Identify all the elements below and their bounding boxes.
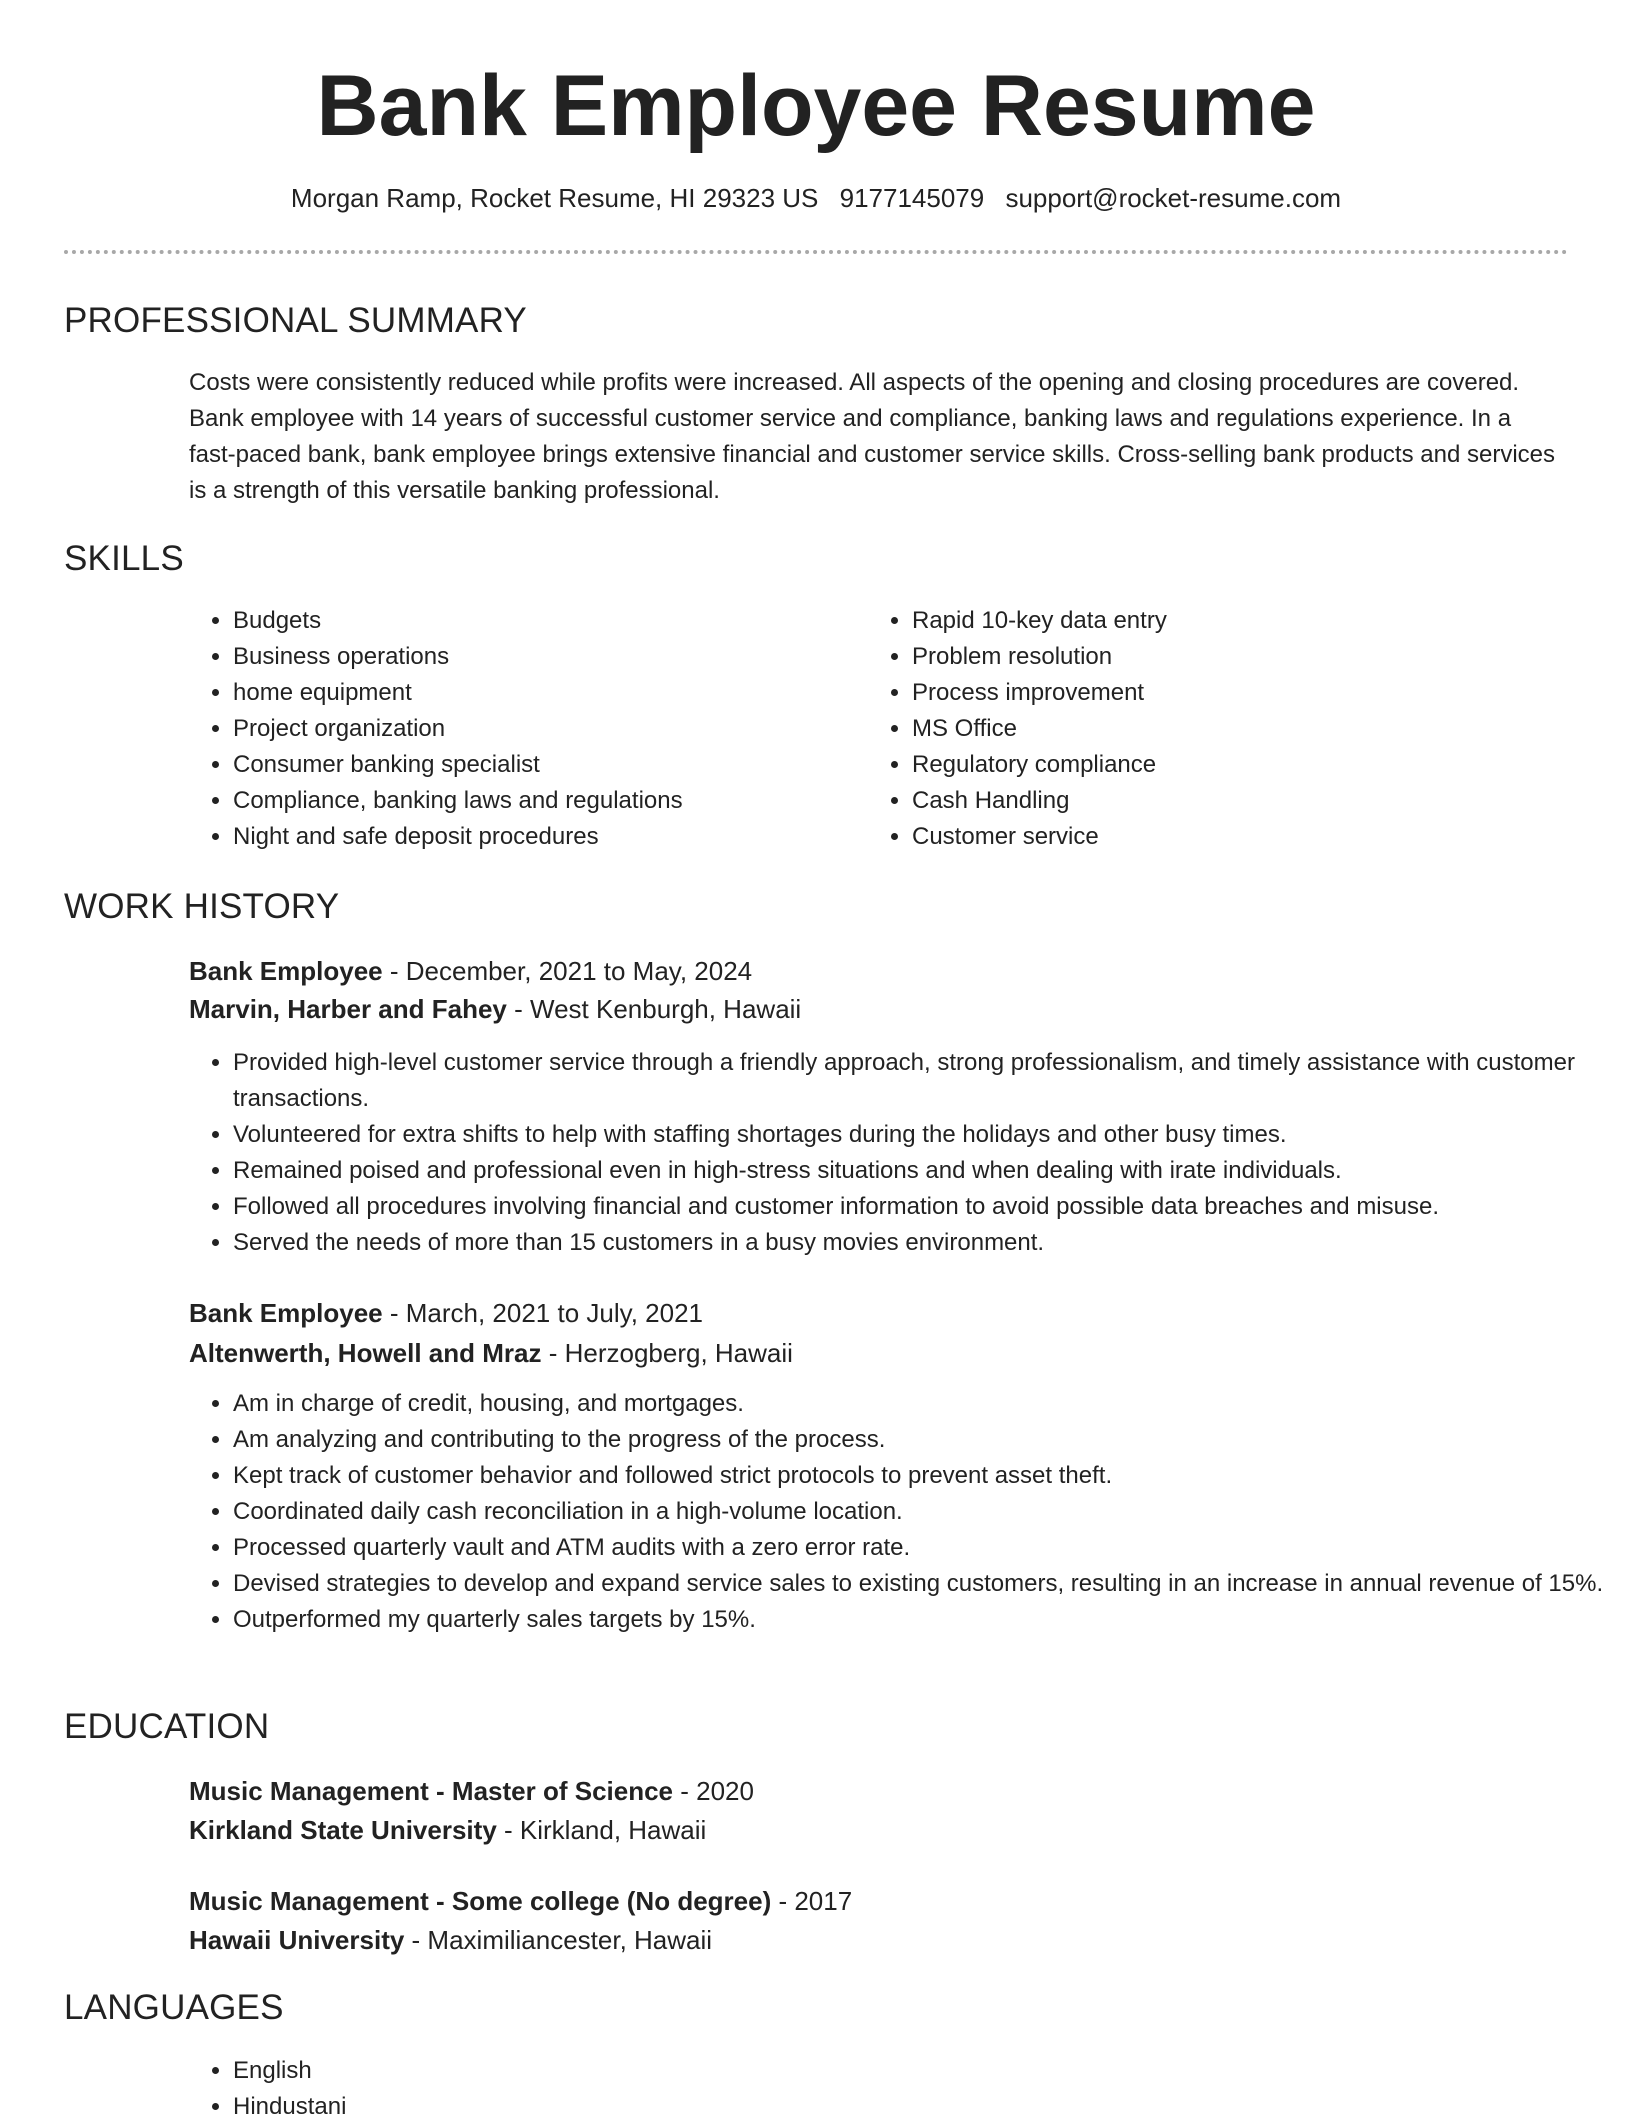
job-dates: - March, 2021 to July, 2021 bbox=[382, 1298, 703, 1328]
skill-item: • Process improvement bbox=[912, 675, 1532, 711]
job-2-title-line bbox=[189, 1294, 703, 1332]
education-degree: Music Management - Master of Science bbox=[189, 1776, 674, 1806]
job-company: Altenwerth, Howell and Mraz bbox=[189, 1338, 542, 1368]
education-1-degree-line bbox=[189, 1772, 754, 1810]
education-2-degree-line bbox=[189, 1882, 852, 1920]
summary-text: Costs were consistently reduced while profits were increased. All aspects of the opening and closing procedures are covered. Bank employee with 14 years of successful customer service and compliance, banking laws and regulations experience. In a fast-paced bank, bank employee brings extensive financial and customer service skills. Cross-selling bank products and services is a strength of this versatile banking professional. bbox=[189, 369, 1555, 504]
job-2-company-line bbox=[189, 1334, 793, 1372]
contact-email: support@rocket-resume.com bbox=[1005, 183, 1342, 213]
job-location: - Herzogberg, Hawaii bbox=[541, 1338, 793, 1368]
skill-item: • MS Office bbox=[912, 711, 1532, 747]
education-heading: EDUCATION bbox=[64, 1707, 270, 1746]
summary-heading: PROFESSIONAL SUMMARY bbox=[64, 301, 527, 340]
job-bullet: • Am analyzing and contributing to the progress of the process. bbox=[233, 1422, 1608, 1458]
job-bullet: • Devised strategies to develop and expand service sales to existing customers, resulting in an increase in annual revenue of 15%. bbox=[233, 1566, 1608, 1602]
skill-item: • Business operations bbox=[233, 639, 853, 675]
job-bullet: • Volunteered for extra shifts to help with staffing shortages during the holidays and other busy times. bbox=[233, 1117, 1608, 1153]
language-item: • English bbox=[233, 2053, 833, 2089]
contact-phone: 9177145079 bbox=[839, 183, 985, 213]
job-company: Marvin, Harber and Fahey bbox=[189, 994, 507, 1024]
job-1-title-line bbox=[189, 952, 752, 990]
education-location: - Maximiliancester, Hawaii bbox=[404, 1925, 713, 1955]
skill-item: • home equipment bbox=[233, 675, 853, 711]
education-school: Kirkland State University bbox=[189, 1815, 497, 1845]
job-title: Bank Employee bbox=[189, 956, 383, 986]
language-item: • Hindustani bbox=[233, 2089, 833, 2125]
job-dates: - December, 2021 to May, 2024 bbox=[382, 956, 753, 986]
languages-list bbox=[189, 2053, 833, 2125]
skills-list-right bbox=[868, 603, 1532, 855]
education-year: - 2017 bbox=[771, 1886, 853, 1916]
job-bullet: • Processed quarterly vault and ATM audits with a zero error rate. bbox=[233, 1530, 1608, 1566]
languages-heading: LANGUAGES bbox=[64, 1988, 284, 2027]
skill-item: • Night and safe deposit procedures bbox=[233, 819, 853, 855]
contact-line bbox=[0, 181, 1632, 215]
skills-list-left bbox=[189, 603, 853, 855]
skill-item: • Consumer banking specialist bbox=[233, 747, 853, 783]
education-school: Hawaii University bbox=[189, 1925, 405, 1955]
skill-item: • Customer service bbox=[912, 819, 1532, 855]
skill-item: • Regulatory compliance bbox=[912, 747, 1532, 783]
job-bullet: • Coordinated daily cash reconciliation in a high-volume location. bbox=[233, 1494, 1608, 1530]
skill-item: • Budgets bbox=[233, 603, 853, 639]
job-bullet: • Served the needs of more than 15 customers in a busy movies environment. bbox=[233, 1225, 1608, 1261]
skills-heading: SKILLS bbox=[64, 539, 184, 578]
resume-title: Bank Employee Resume bbox=[316, 58, 1316, 154]
education-2-school-line bbox=[189, 1921, 712, 1959]
job-2-bullets bbox=[189, 1386, 1608, 1638]
skill-item: • Project organization bbox=[233, 711, 853, 747]
job-bullet: • Followed all procedures involving financial and customer information to avoid possible data breaches and misuse. bbox=[233, 1189, 1608, 1225]
job-1-bullets bbox=[189, 1045, 1608, 1261]
header-divider bbox=[64, 250, 1568, 254]
job-bullet: • Am in charge of credit, housing, and mortgages. bbox=[233, 1386, 1608, 1422]
job-bullet: • Remained poised and professional even in high-stress situations and when dealing with irate individuals. bbox=[233, 1153, 1608, 1189]
work-history-heading: WORK HISTORY bbox=[64, 887, 340, 926]
education-location: - Kirkland, Hawaii bbox=[496, 1815, 707, 1845]
education-year: - 2020 bbox=[673, 1776, 754, 1806]
job-bullet: • Outperformed my quarterly sales targets by 15%. bbox=[233, 1602, 1608, 1638]
skill-item: • Rapid 10-key data entry bbox=[912, 603, 1532, 639]
skill-item: • Cash Handling bbox=[912, 783, 1532, 819]
education-1-school-line bbox=[189, 1811, 706, 1849]
job-title: Bank Employee bbox=[189, 1298, 383, 1328]
job-bullet: • Provided high-level customer service through a friendly approach, strong professionalism, and timely assistance with customer transactions. bbox=[233, 1045, 1608, 1117]
skill-item: • Problem resolution bbox=[912, 639, 1532, 675]
skill-item: • Compliance, banking laws and regulations bbox=[233, 783, 853, 819]
job-bullet: • Kept track of customer behavior and followed strict protocols to prevent asset theft. bbox=[233, 1458, 1608, 1494]
job-1-company-line bbox=[189, 990, 801, 1028]
job-location: - West Kenburgh, Hawaii bbox=[506, 994, 802, 1024]
contact-address: Morgan Ramp, Rocket Resume, HI 29323 US bbox=[290, 183, 819, 213]
education-degree: Music Management - Some college (No degree) bbox=[189, 1886, 772, 1916]
